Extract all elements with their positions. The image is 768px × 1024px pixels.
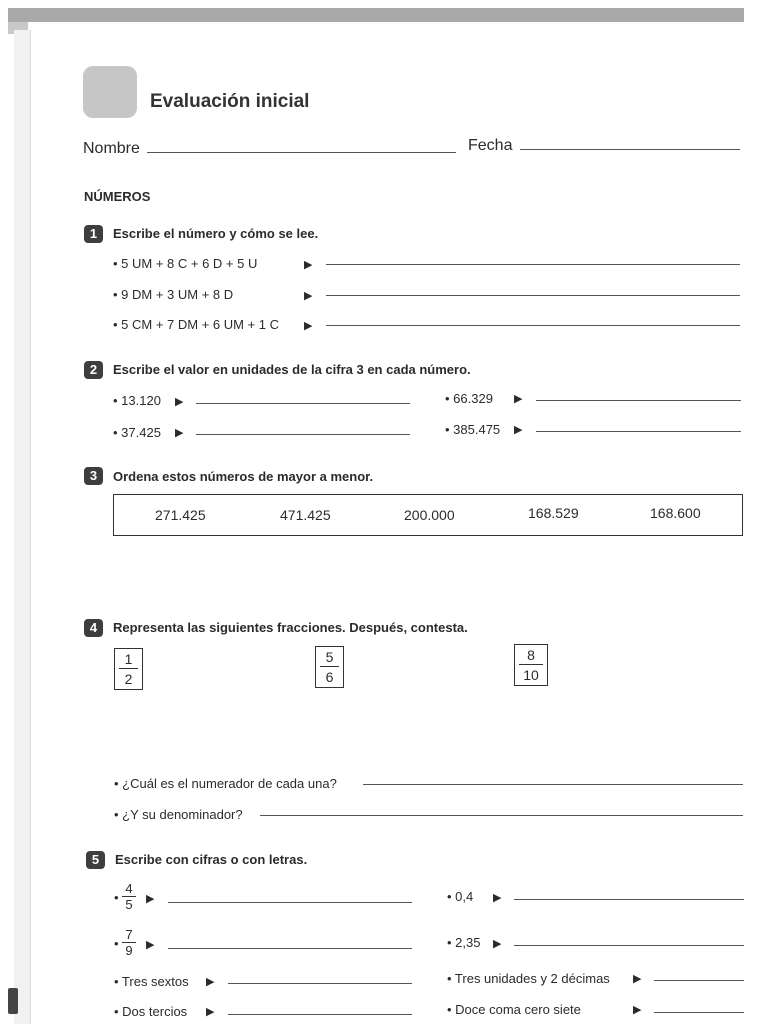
q5-answer-line-4[interactable]: [514, 945, 744, 946]
name-label: Nombre: [83, 140, 140, 157]
q5-fraction-1: [122, 881, 136, 912]
q5-decimal-2: • 2,35: [447, 935, 481, 950]
arrow-icon: ▶: [146, 893, 155, 905]
number-value: 471.425: [280, 507, 331, 523]
question-3-text: Ordena estos números de mayor a menor.: [113, 469, 374, 484]
arrow-icon: ▶: [304, 290, 313, 302]
q5-answer-line-7[interactable]: [228, 1014, 412, 1015]
arrow-icon: ▶: [206, 976, 215, 988]
q2-answer-line-3[interactable]: [196, 434, 410, 435]
fraction-box: [114, 648, 143, 690]
q5-answer-line-3[interactable]: [168, 948, 412, 949]
fraction-numerator: 7: [122, 927, 136, 943]
fraction-denominator: 10: [523, 667, 539, 683]
fraction-numerator: 4: [122, 881, 136, 897]
arrow-icon: ▶: [493, 892, 502, 904]
page-title: Evaluación inicial: [150, 91, 310, 112]
q5-answer-line-2[interactable]: [514, 899, 744, 900]
q2-answer-line-2[interactable]: [536, 400, 741, 401]
q2-answer-line-4[interactable]: [536, 431, 741, 432]
fraction-denominator: 6: [325, 669, 334, 685]
question-4-text: Representa las siguientes fracciones. Después, contesta.: [113, 620, 468, 635]
arrow-icon: ▶: [493, 938, 502, 950]
fraction-denominator: 9: [125, 943, 133, 958]
fraction-box: [514, 644, 548, 686]
q1-item-3: • 5 CM + 7 DM + 6 UM + 1 C: [113, 317, 280, 332]
numbers-box: [113, 494, 743, 536]
question-4-badge: 4: [84, 619, 103, 637]
arrow-icon: ▶: [175, 396, 184, 408]
q5-words-2: • Dos tercios: [114, 1004, 188, 1019]
q1-answer-line-2[interactable]: [326, 295, 740, 296]
page-binding-edge: [14, 30, 31, 1024]
header-decoration-box: [83, 66, 137, 118]
question-1-badge: 1: [84, 225, 103, 243]
arrow-icon: ▶: [206, 1006, 215, 1018]
question-2-badge: 2: [84, 361, 103, 379]
arrow-icon: ▶: [633, 973, 642, 985]
q2-answer-line-1[interactable]: [196, 403, 410, 404]
arrow-icon: ▶: [304, 320, 313, 332]
scan-top-edge: [8, 8, 744, 22]
q5-answer-line-1[interactable]: [168, 902, 412, 903]
q2-item-4: • 385.475: [445, 422, 501, 437]
q4-answer-line-a[interactable]: [363, 784, 743, 785]
arrow-icon: ▶: [514, 424, 523, 436]
q1-item-2: • 9 DM + 3 UM + 8 D: [113, 287, 234, 302]
number-value: 168.600: [650, 505, 701, 521]
question-5-text: Escribe con cifras o con letras.: [115, 852, 308, 867]
question-1-text: Escribe el número y cómo se lee.: [113, 226, 319, 241]
q5-words-1: • Tres sextos: [114, 974, 189, 989]
date-field-line[interactable]: [520, 149, 740, 150]
number-value: 168.529: [528, 505, 579, 521]
name-field-line[interactable]: [147, 152, 456, 153]
q4-question-a: • ¿Cuál es el numerador de cada una?: [114, 776, 337, 791]
question-5-badge: 5: [86, 851, 105, 869]
binding-clip: [8, 988, 18, 1014]
q5-words-3: • Tres unidades y 2 décimas: [447, 971, 610, 986]
bullet: •: [114, 936, 119, 951]
arrow-icon: ▶: [514, 393, 523, 405]
q2-item-2: • 66.329: [445, 391, 493, 406]
q1-item-1: • 5 UM + 8 C + 6 D + 5 U: [113, 256, 258, 271]
q1-answer-line-1[interactable]: [326, 264, 740, 265]
q2-item-3: • 37.425: [113, 425, 161, 440]
section-title: NÚMEROS: [84, 189, 151, 204]
fraction-box: [315, 646, 344, 688]
question-2-text: Escribe el valor en unidades de la cifra 3 en cada número.: [113, 362, 471, 377]
number-value: 200.000: [404, 507, 455, 523]
arrow-icon: ▶: [304, 259, 313, 271]
q5-answer-line-6[interactable]: [654, 980, 744, 981]
date-label: Fecha: [468, 137, 513, 154]
bullet: •: [114, 890, 119, 905]
question-3-badge: 3: [84, 467, 103, 485]
q5-answer-line-8[interactable]: [654, 1012, 744, 1013]
q1-answer-line-3[interactable]: [326, 325, 740, 326]
q4-question-b: • ¿Y su denominador?: [114, 807, 243, 822]
q5-answer-line-5[interactable]: [228, 983, 412, 984]
fraction-denominator: 2: [124, 671, 133, 687]
q5-decimal-1: • 0,4: [447, 889, 474, 904]
fraction-denominator: 5: [125, 897, 133, 912]
arrow-icon: ▶: [146, 939, 155, 951]
number-value: 271.425: [155, 507, 206, 523]
q4-answer-line-b[interactable]: [260, 815, 743, 816]
q2-item-1: • 13.120: [113, 393, 161, 408]
fraction-numerator: 8: [519, 645, 543, 665]
q5-words-4: • Doce coma cero siete: [447, 1002, 581, 1017]
fraction-numerator: 1: [119, 649, 138, 669]
fraction-numerator: 5: [320, 647, 339, 667]
q5-fraction-2: [122, 927, 136, 958]
arrow-icon: ▶: [175, 427, 184, 439]
arrow-icon: ▶: [633, 1004, 642, 1016]
